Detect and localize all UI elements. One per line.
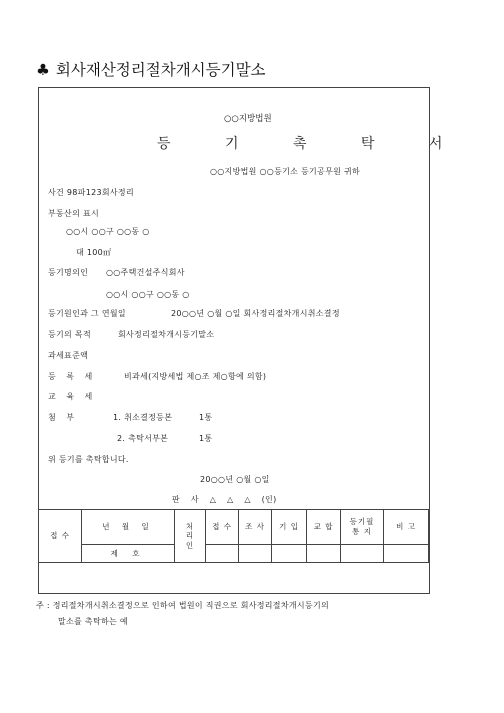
- receipt-header: 접 수: [39, 510, 82, 563]
- survey-cell: [239, 544, 272, 562]
- reg-tax-label: 등 록 세: [48, 372, 97, 381]
- survey-header: 조 사: [239, 510, 272, 545]
- footnote-line-2: 말소를 촉탁하는 예: [58, 617, 128, 626]
- property-land: 대 100㎡: [76, 248, 112, 257]
- attach-item-1-count: 1통: [199, 413, 213, 422]
- reg-tax-value: 비과세(지방세법 제○조 제○항에 의함): [124, 372, 267, 381]
- receipt-seal-cell: [206, 544, 239, 562]
- tax-base-label: 과세표준액: [48, 351, 89, 360]
- number-cell: 제 호: [82, 544, 175, 562]
- purpose-label: 등기의 목적: [48, 330, 91, 339]
- footnote-line-1: 주 : 정리절차개시취소결정으로 인하여 법원이 직권으로 회사정리절차개시등기의: [36, 601, 330, 610]
- cross-check-cell: [307, 544, 341, 562]
- entry-cell: [272, 544, 307, 562]
- handler-header: 처 리 인: [175, 510, 206, 563]
- attach-label: 첨 부: [48, 413, 78, 422]
- notice-header: 등기필 통 지: [341, 510, 384, 545]
- receipt-seal-header: 접 수: [206, 510, 239, 545]
- heading-text: 회사재산정리절차개시등기말소: [55, 61, 266, 79]
- edu-tax-label: 교 육 세: [48, 392, 97, 401]
- attach-item-1: 1. 취소결정등본: [113, 413, 173, 422]
- request-line: 위 등기를 촉탁합니다.: [48, 455, 129, 464]
- property-address: ○○시 ○○구 ○○동 ○: [66, 227, 150, 236]
- court-name: ○○지방법원: [224, 114, 272, 124]
- document-heading: [36, 58, 266, 80]
- cause-label: 등기원인과 그 연월일: [48, 309, 126, 318]
- remarks-cell: [384, 544, 429, 562]
- holder-name: ○○주택건설주식회사: [106, 268, 185, 277]
- cause-value: 20○○년 ○월 ○일 회사정리절차개시취소결정: [171, 309, 340, 318]
- date-line: 20○○년 ○월 ○일: [200, 475, 270, 484]
- attach-item-2: 2. 촉탁서부본: [117, 434, 169, 443]
- registry-table: [38, 509, 429, 563]
- property-label: 부동산의 표시: [48, 209, 100, 218]
- holder-address: ○○시 ○○구 ○○동 ○: [106, 290, 190, 299]
- entry-header: 기 입: [272, 510, 307, 545]
- club-suit-icon: ♣: [36, 61, 50, 79]
- year-month-day-header: 년 월 일: [82, 510, 175, 545]
- purpose-value: 회사정리절차개시등기말소: [118, 330, 215, 339]
- remarks-header: 비 고: [384, 510, 429, 545]
- document-title: 등 기 촉 탁 서: [157, 136, 468, 152]
- attach-item-2-count: 1통: [199, 434, 213, 443]
- judge-line: 판 사 △ △ △ (인): [172, 495, 277, 504]
- addressee: ○○지방법원 ○○등기소 등기공무원 귀하: [210, 167, 361, 176]
- notice-cell: [341, 544, 384, 562]
- holder-label: 등기명의인: [48, 268, 89, 277]
- case-line: 사건 98파123회사정리: [48, 188, 134, 197]
- cross-check-header: 교 합: [307, 510, 341, 545]
